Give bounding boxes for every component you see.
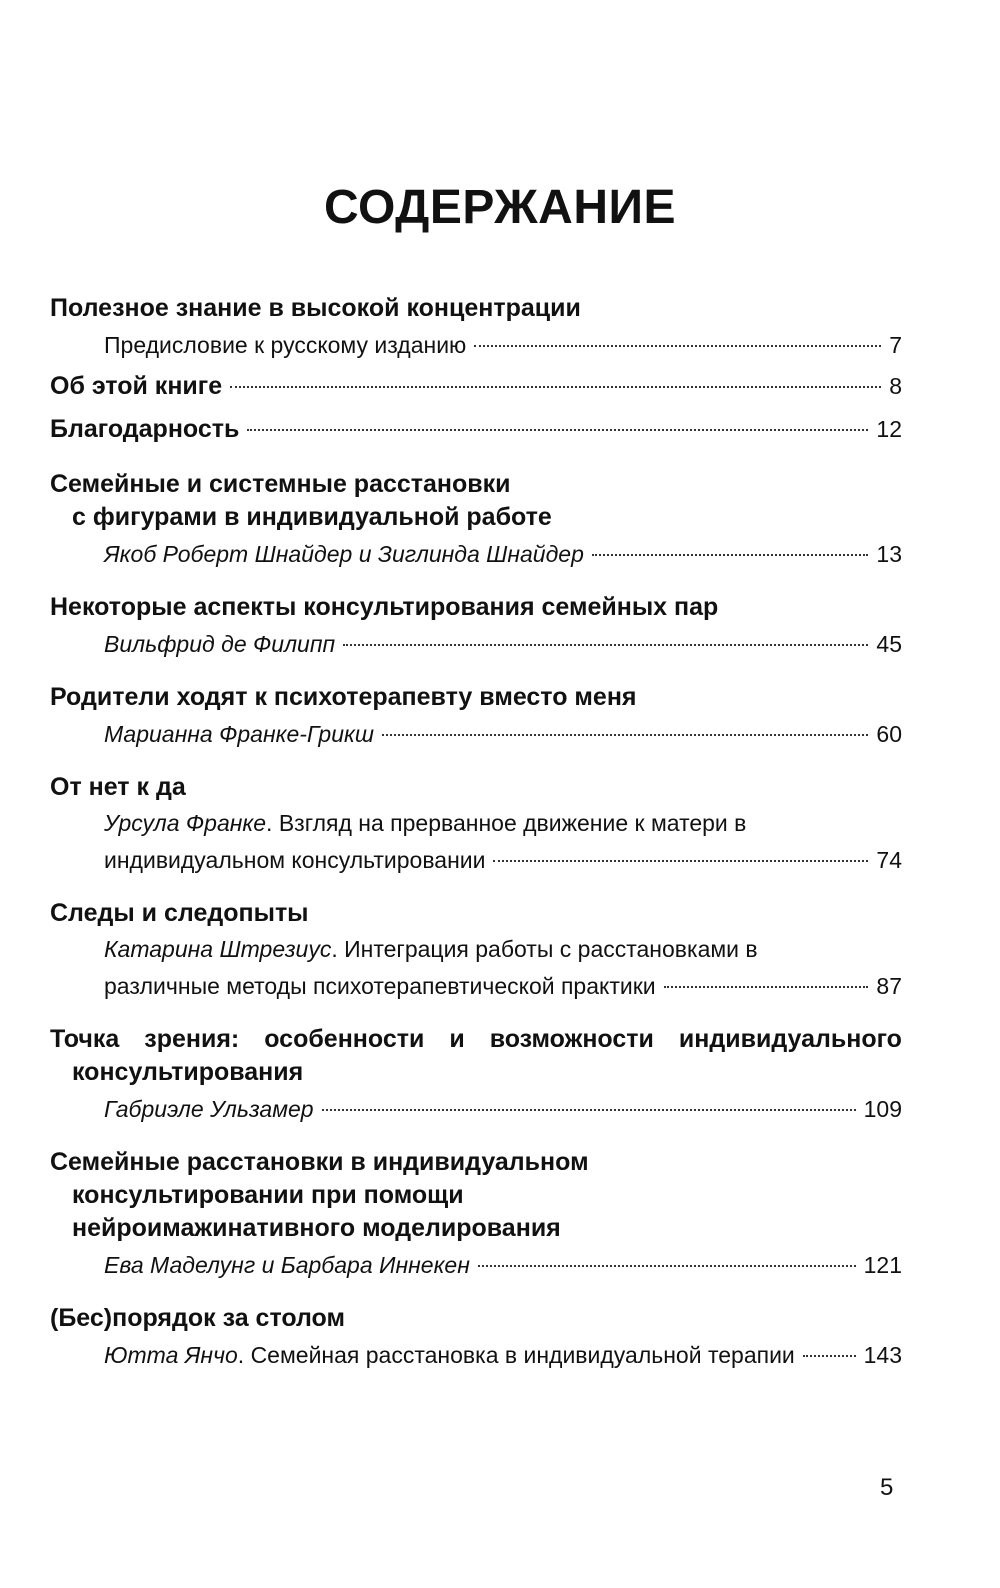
entry-author: Якоб Роберт Шнайдер и Зиглинда Шнайдер: [104, 541, 584, 567]
section-title: Полезное знание в высокой концентрации: [50, 294, 581, 322]
section-title: От нет к да: [50, 773, 186, 801]
section-title-line: с фигурами в индивидуальной работе: [72, 503, 552, 531]
entry-author: Катарина Штрезиус: [104, 936, 332, 962]
dot-leader: [478, 1265, 856, 1267]
section-title-line: консультировании при помощи: [72, 1181, 464, 1209]
toc-section: [50, 897, 902, 1003]
page-ref: 143: [863, 1342, 902, 1368]
section-title: (Бес)порядок за столом: [50, 1304, 345, 1332]
dot-leader: [230, 386, 881, 388]
toc-entry[interactable]: [50, 717, 902, 751]
toc-section: [50, 681, 902, 751]
dot-leader: [592, 554, 869, 556]
entry-title: Предисловие к русскому изданию: [104, 332, 467, 358]
title-word: зрения:: [144, 1025, 240, 1053]
page-ref: 8: [889, 373, 902, 399]
toc-section: [50, 771, 902, 877]
entry-description: [50, 807, 902, 840]
toc-entry[interactable]: [50, 368, 902, 405]
title-word: возможности: [489, 1025, 654, 1053]
section-title-line: консультирования: [72, 1058, 304, 1086]
page-ref: 13: [876, 541, 902, 567]
entry-title: Благодарность: [50, 415, 240, 443]
page-title: СОДЕРЖАНИЕ: [324, 181, 676, 234]
page-ref: 87: [876, 973, 902, 999]
section-title-line: Семейные расстановки в индивидуальном: [50, 1148, 589, 1176]
entry-author: Марианна Франке-Грикш: [104, 721, 374, 747]
toc-section: [50, 1023, 902, 1126]
toc-entry[interactable]: [50, 627, 902, 661]
toc-entry[interactable]: [50, 537, 902, 571]
toc-entry[interactable]: [50, 411, 902, 448]
toc-entry[interactable]: [50, 1248, 902, 1282]
page-ref: 109: [863, 1096, 902, 1122]
entry-description-text: . Взгляд на прерванное движение к матери в: [266, 810, 747, 836]
table-of-contents: [50, 292, 902, 1372]
page-ref: 45: [876, 631, 902, 657]
toc-entry[interactable]: [50, 843, 902, 877]
dot-leader: [803, 1355, 856, 1357]
page-ref: 12: [876, 416, 902, 442]
entry-description-text: . Интеграция работы с расстановками в: [331, 936, 758, 962]
entry-author: Урсула Франке: [104, 810, 267, 836]
dot-leader: [493, 860, 868, 862]
entry-text: [104, 1338, 795, 1372]
title-word: и: [449, 1025, 465, 1053]
section-title: Родители ходят к психотерапевту вместо меня: [50, 683, 637, 711]
entry-author: Ютта Янчо: [104, 1342, 238, 1368]
toc-section: [50, 591, 902, 661]
title-word: особенности: [264, 1025, 425, 1053]
entry-description-text: . Семейная расстановка в индивидуальной терапии: [237, 1342, 795, 1368]
section-title-line: Семейные и системные расстановки: [50, 470, 511, 498]
section-title: Некоторые аспекты консультирования семейных пар: [50, 593, 719, 621]
dot-leader: [664, 986, 869, 988]
entry-description: [50, 933, 902, 966]
toc-entry[interactable]: [50, 1092, 902, 1126]
toc-section: [50, 1146, 902, 1282]
toc-section: [50, 468, 902, 571]
toc-entry[interactable]: [50, 328, 902, 362]
section-title-line: нейроимажинативного моделирования: [72, 1214, 561, 1242]
page-ref: 121: [863, 1252, 902, 1278]
entry-description-text: индивидуальном консультировании: [104, 847, 486, 873]
page-ref: 7: [889, 332, 902, 358]
section-title-continuation: [50, 1056, 902, 1089]
toc-section: [50, 1302, 902, 1372]
toc-entry[interactable]: [50, 1338, 902, 1372]
entry-description-text: различные методы психотерапевтической практики: [104, 973, 656, 999]
dot-leader: [382, 734, 868, 736]
dot-leader: [247, 429, 868, 431]
page-ref: 60: [876, 721, 902, 747]
dot-leader: [474, 345, 881, 347]
entry-author: Вильфрид де Филипп: [104, 631, 336, 657]
toc-section: [50, 292, 902, 362]
title-word: Точка: [50, 1025, 120, 1053]
entry-title: Об этой книге: [50, 372, 223, 400]
entry-author: Ева Маделунг и Барбара Иннекен: [104, 1252, 470, 1278]
section-title: [50, 1023, 902, 1056]
entry-author: Габриэле Ульзамер: [104, 1096, 314, 1122]
section-title: Следы и следопыты: [50, 899, 309, 927]
section-title: [50, 468, 902, 534]
dot-leader: [322, 1109, 856, 1111]
section-title: [50, 1146, 902, 1245]
page-number: 5: [880, 1474, 894, 1501]
page-ref: 74: [876, 847, 902, 873]
dot-leader: [343, 644, 868, 646]
title-word: индивидуального: [678, 1025, 902, 1053]
toc-entry[interactable]: [50, 969, 902, 1003]
